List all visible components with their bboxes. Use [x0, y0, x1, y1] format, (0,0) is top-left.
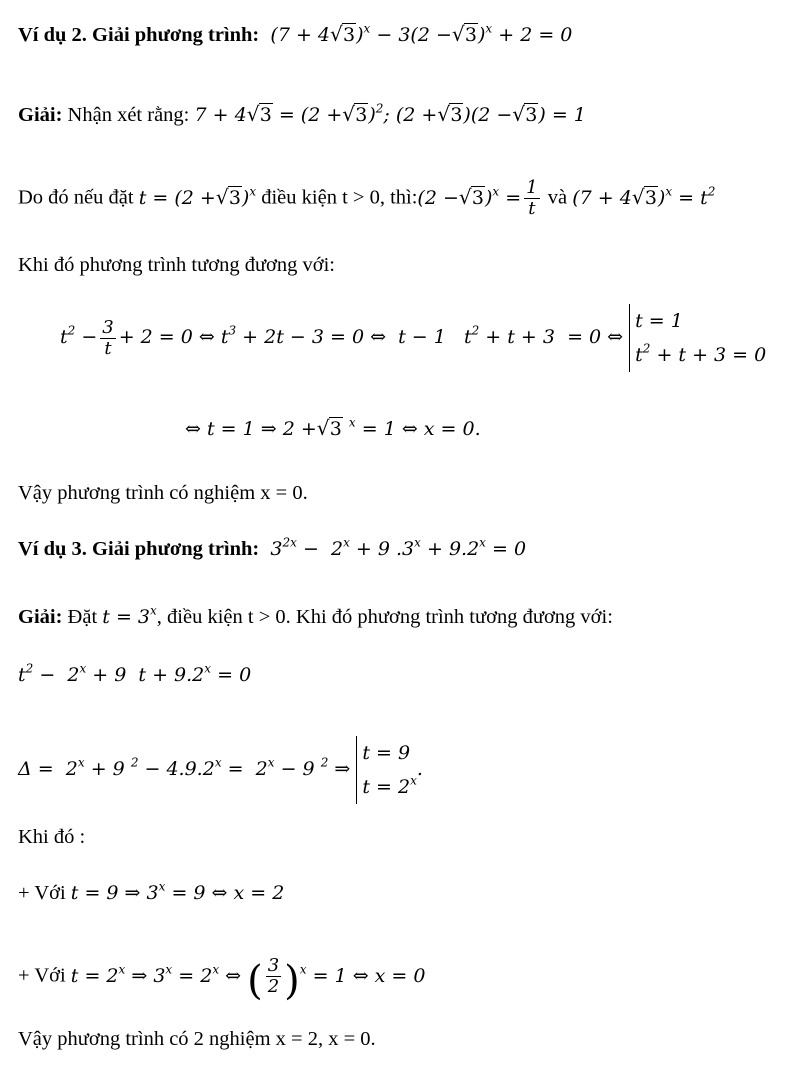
- root-conclusion: ⇔ t = 1 ⇒ 2 +√ 3 $^x$ = 1 ⇔ x = 0.: [185, 418, 481, 441]
- substitution-line: Do đó nếu đặt t = (2 +√ 3)$^x$ điều kiện t > 0, thì:(2 −√ 3)$^x$ = $\frac{1}{t}$ và (7 + 4√ $3)^x = t^2$: [18, 178, 715, 219]
- cubic-system: t = 1 $t^2 + t + 3 = 0$: [629, 304, 766, 372]
- quadratic-equation: $t^2 - 2^x + 9$ $t + 9.2^x = 0$: [18, 661, 252, 686]
- square-relation: (7 + 4√ $3)^x = t^2$: [572, 187, 715, 209]
- t-definition: t = (2 +√ 3)$^x$: [139, 187, 256, 209]
- remark-equation: 7 + 4√ 3 = (2 +√ 3)$^2$; (2 +√ 3)(2 −√ 3) = 1: [195, 104, 586, 126]
- solution-2-remark: Giải: Nhận xét rằng: 7 + 4√ 3 = (2 +√ 3)$^2$; (2 +√ 3)(2 −√ 3) = 1: [18, 104, 586, 127]
- case-t-9: + Với t = 9 ⇒ 3$^x$ = 9 ⇔ x = 2: [18, 879, 285, 904]
- solution-2-label: Giải:: [18, 104, 63, 126]
- discriminant: Δ = 2$^x$ + 9 $^2 - 4.9.2^x = 2^x - 9$ $^2$ ⇒ t = 9 $t = 2^x$ .: [18, 736, 423, 804]
- solution-3-label: Giải:: [18, 606, 63, 628]
- example-2-answer: Vậy phương trình có nghiệm x = 0.: [18, 482, 308, 504]
- then-label: Khi đó :: [18, 826, 86, 848]
- conjugate-relation: (2 −√ 3)$^x$ = $\frac{1}{t}$: [417, 187, 542, 209]
- example-3-equation: $3^{2x} - 2^x + 9$ $.3^x + 9.2^x = 0$: [270, 535, 527, 560]
- example-3-heading: [18, 535, 527, 561]
- case-t-2x: + Với $t = 2^x$ ⇒ $3^x = 2^x$ ⇔ ( $\frac{3}{2}$ )$^x$ = 1 ⇔ x = 0: [18, 955, 426, 1004]
- solution-3-intro: Giải: Đặt $t = 3^x$, điều kiện t > 0. Khi đó phương trình tương đương với:: [18, 603, 613, 628]
- example-2-label: Ví dụ 2. Giải phương trình:: [18, 24, 260, 46]
- discriminant-roots: t = 9 $t = 2^x$: [356, 736, 417, 804]
- example-3-answer: Vậy phương trình có 2 nghiệm x = 2, x = 0.: [18, 1028, 376, 1050]
- cubic-equation: $t^2$ − $\frac{3}{t}$ + 2 = 0 ⇔ $t^3 + 2t - 3 = 0$ ⇔ t − 1 $t^2 + t + 3 = 0$ ⇔ t = 1 $t^2 + t + 3 = 0$: [60, 304, 766, 372]
- equivalence-intro: Khi đó phương trình tương đương với:: [18, 254, 335, 276]
- example-2-equation: (7 + 4√ 3)$^x$ − 3(2 −√ 3)$^x$ + 2 = 0: [264, 24, 572, 46]
- example-3-label: Ví dụ 3. Giải phương trình:: [18, 538, 260, 560]
- example-2-heading: [18, 21, 573, 47]
